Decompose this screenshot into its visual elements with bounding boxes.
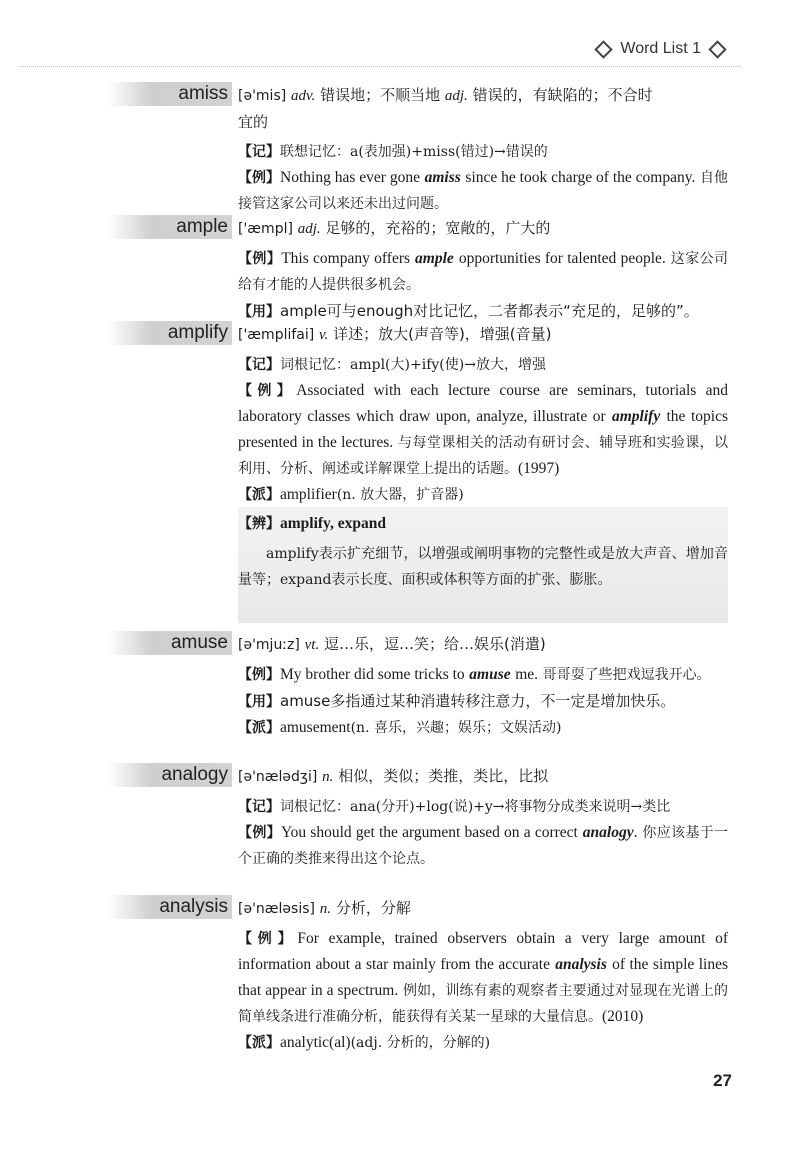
diamond-icon <box>595 40 613 58</box>
part-of-speech: adj. <box>297 221 321 237</box>
example-zh: 哥哥耍了些把戏逗我开心。 <box>542 667 711 683</box>
headword: ample <box>108 215 232 239</box>
example-keyword: amplify <box>611 408 661 425</box>
example-en: My brother did some tricks to <box>280 666 465 683</box>
part-of-speech: vt. <box>304 637 320 653</box>
example-en: since he took charge of the company. <box>465 169 696 186</box>
headword: amiss <box>108 82 232 106</box>
example-en: For example, trained observers obtain a very large amount of information about a star mainly from the accurate <box>238 930 729 973</box>
example-sentence <box>238 820 728 872</box>
memory-text: 联想记忆：a(表加强)+miss(错过)→错误的 <box>280 144 548 160</box>
definition: 逗…乐，逗…笑；给…娱乐(消遣) <box>324 635 546 653</box>
definition: 足够的，充裕的；宽敞的，广大的 <box>325 219 551 237</box>
memory-note <box>238 794 728 820</box>
phonetic: ['æmplifai] <box>238 327 315 343</box>
distinction-tag: 【辨】 <box>238 516 280 532</box>
example-zh: 与每堂课相关的活动有研讨会、辅导班和实验课，以利用、分析、阐述或详解课堂上提出的话题。 <box>238 435 729 477</box>
example-keyword: ample <box>415 250 454 267</box>
example-tag: 【例】 <box>238 170 281 186</box>
example-tag: 【例】 <box>238 251 282 267</box>
running-header <box>593 40 728 58</box>
example-en: the topics presented in the lectures. <box>238 408 729 451</box>
definition-line <box>238 215 728 242</box>
headword: amuse <box>108 631 232 655</box>
example-tag: 【例】 <box>238 383 297 399</box>
example-en: of the simple lines that appear in a spectrum. <box>238 956 729 999</box>
example-zh: 这家公司给有才能的人提供很多机会。 <box>238 251 729 293</box>
usage-tag: 【用】 <box>238 304 280 320</box>
example-zh: 自他接管这家公司以来还未出过问题。 <box>238 170 728 212</box>
memory-tag: 【记】 <box>238 357 280 373</box>
usage-text: ample可与enough对比记忆，二者都表示“充足的，足够的”。 <box>280 302 699 320</box>
headword: amplify <box>108 321 232 345</box>
example-keyword: analogy <box>582 824 634 841</box>
example-en: Nothing has ever gone <box>280 169 420 186</box>
definition-line <box>238 631 728 658</box>
phonetic: [ə'mjuːz] <box>238 637 300 653</box>
derivative-tag: 【派】 <box>238 1035 280 1051</box>
example-sentence <box>238 926 728 1030</box>
definition: 相似，类似；类推，类比，比拟 <box>338 767 549 785</box>
example-zh: 例如，训练有素的观察者主要通过对显现在光谱上的简单线条进行准确分析，能获得有关某一星球的大量信息。 <box>238 983 729 1025</box>
memory-tag: 【记】 <box>238 799 280 815</box>
example-keyword: amuse <box>469 666 511 683</box>
definition-continuation: 宜的 <box>238 113 269 131</box>
definition: 详述；放大(声音等)，增强(音量) <box>333 325 552 343</box>
example-en: Associated with each lecture course are seminars, tutorials and laboratory classes which draw upon, analyze, illustrate or <box>238 382 728 425</box>
example-year: (1997) <box>518 460 560 477</box>
usage-note <box>238 688 728 715</box>
definition: 错误地；不顺当地 <box>320 86 441 104</box>
derivative-text: (n. 喜乐，兴趣；娱乐；文娱活动) <box>350 720 562 736</box>
memory-tag: 【记】 <box>238 144 280 160</box>
example-tag: 【例】 <box>238 931 298 947</box>
part-of-speech: adv. <box>291 88 316 104</box>
example-en: opportunities for talented people. <box>458 250 666 267</box>
usage-text: amuse多指通过某种消遣转移注意力，不一定是增加快乐。 <box>280 692 676 710</box>
derivative-note <box>238 715 728 741</box>
example-en: This company offers <box>281 250 411 267</box>
example-tag: 【例】 <box>238 825 281 841</box>
example-zh: 你应该基于一个正确的类推来得出这个论点。 <box>238 825 729 867</box>
example-en: . <box>633 824 638 841</box>
definition: 分析，分解 <box>335 899 411 917</box>
definition: 错误的，有缺陷的；不合时 <box>472 86 653 104</box>
page-number: 27 <box>713 1071 732 1090</box>
distinction-words: amplify, expand <box>280 515 386 532</box>
example-en: me. <box>515 666 539 683</box>
example-keyword: analysis <box>555 956 607 973</box>
derivative-word: analytic(al) <box>280 1034 351 1051</box>
derivative-text: (adj. 分析的，分解的) <box>350 1035 491 1051</box>
headword: analysis <box>108 895 232 919</box>
distinction-text: amplify表示扩充细节，以增强或阐明事物的完整性或是放大声音、增加音量等；expand表示长度、面积或体积等方面的扩张、膨胀。 <box>238 546 728 588</box>
phonetic: [ə'næləsis] <box>238 901 315 917</box>
derivative-note <box>238 482 728 508</box>
example-tag: 【例】 <box>238 667 280 683</box>
definition-line <box>238 763 728 790</box>
example-en: You should get the argument based on a correct <box>280 824 578 841</box>
part-of-speech: n. <box>319 901 332 917</box>
distinction-title <box>238 513 386 533</box>
derivative-tag: 【派】 <box>238 720 280 736</box>
memory-text: 词根记忆：ana(分开)+log(说)+y→将事物分成类来说明→类比 <box>280 799 671 815</box>
memory-note <box>238 139 728 165</box>
diamond-icon <box>708 40 726 58</box>
derivative-note <box>238 1030 728 1056</box>
definition-line <box>238 321 728 348</box>
derivative-word: amplifier <box>280 486 337 503</box>
example-year: (2010) <box>602 1008 644 1025</box>
derivative-text: (n. 放大器，扩音器) <box>336 487 464 503</box>
phonetic: [ə'mis] <box>238 88 287 104</box>
header-divider <box>20 66 740 67</box>
definition-line <box>238 895 728 922</box>
example-sentence <box>238 662 728 688</box>
part-of-speech: n. <box>322 769 334 785</box>
example-sentence <box>238 165 728 217</box>
definition-line <box>238 82 728 109</box>
memory-text: 词根记忆：ampl(大)+ify(使)→放大，增强 <box>280 357 546 373</box>
running-header-title: Word List 1 <box>620 40 701 57</box>
distinction-box <box>238 507 728 623</box>
phonetic: [ə'nælədʒi] <box>238 769 318 785</box>
derivative-tag: 【派】 <box>238 487 280 503</box>
usage-tag: 【用】 <box>238 694 280 710</box>
part-of-speech: v. <box>319 327 329 343</box>
derivative-word: amusement <box>280 719 351 736</box>
part-of-speech: adj. <box>444 88 468 104</box>
example-sentence <box>238 378 728 482</box>
phonetic: ['æmpl] <box>238 221 293 237</box>
example-sentence <box>238 246 728 298</box>
headword: analogy <box>108 763 232 787</box>
example-keyword: amiss <box>424 169 461 186</box>
memory-note <box>238 352 728 378</box>
